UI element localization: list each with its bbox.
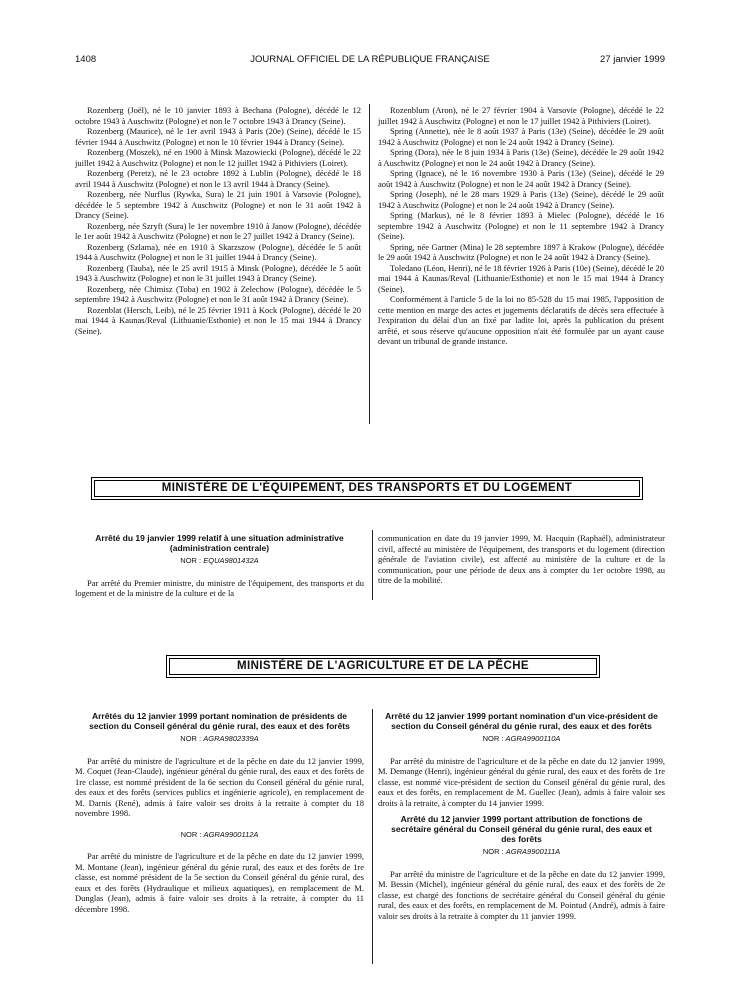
ministry-title: MINISTÈRE DE L'AGRICULTURE ET DE LA PÊCHE	[169, 658, 597, 675]
record-entry: Spring (Dora), née le 8 juin 1934 à Paris (13e) (Seine), décédée le 29 août 1942 à Auschwitz (Pologne) et non le 24 août 1942 à Drancy (Seine).	[378, 147, 664, 168]
record-entry: Spring (Markus), né le 8 février 1893 à Mielec (Pologne), décédé le 16 septembre 1942 à Auschwitz (Pologne) et non le 11 septembre 1942 à Drancy (Seine).	[378, 210, 664, 241]
nor-code: AGRA9900112A	[203, 829, 259, 839]
agriculture-right-column	[378, 711, 665, 921]
arrete-title: Arrêté du 12 janvier 1999 portant nomination d'un vice-président de section du Conseil général du génie rural, des eaux et des forêts	[385, 711, 658, 731]
column-divider	[372, 530, 373, 600]
nor-reference	[378, 847, 665, 858]
record-entry: Rozenberg (Moszek), né en 1900 à Minsk Mazowiecki (Pologne), décédé le 22 juillet 1942 à Auschwitz (Pologne) et non le 12 juillet 1942 à Pithiviers (Loiret).	[75, 147, 361, 168]
nor-label: NOR :	[180, 734, 202, 743]
journal-title: JOURNAL OFFICIEL DE LA RÉPUBLIQUE FRANÇAISE	[250, 54, 490, 65]
ministry-heading-agriculture	[166, 655, 600, 678]
nor-label: NOR :	[482, 847, 504, 856]
nor-label: NOR :	[180, 829, 202, 839]
page-header	[75, 54, 665, 68]
arrete-text: Par arrêté du ministre de l'agriculture et de la pêche en date du 12 janvier 1999, M. Demange (Henri), ingénieur général du génie rural, des eaux et des forêts de 1re classe, est nommé vice-président de section du Conseil général du génie rural, des eaux et des forêts, en remplacement de M. Guellec (Jean), admis à faire valoir ses droits à la retraite, à compter du 14 janvier 1999.	[378, 755, 665, 808]
nor-reference	[75, 734, 364, 745]
arrete-text: Par arrêté du ministre de l'agriculture et de la pêche en date du 12 janvier 1999, M. Coquet (Jean-Claude), ingénieur général du génie rural, des eaux et des forêts de 1re classe, est nommé président de la 6e section du Conseil général du génie rural, des eaux et des forêts (services publics et ingénierie agricole), en remplacement de M. Darnis (René), admis à faire valoir ses droits à la retraite à compter du 18 novembre 1998.	[75, 755, 364, 818]
record-entry: Rozenberg (Tauba), née le 25 avril 1915 à Minsk (Pologne), décédée le 5 août 1943 à Auschwitz (Pologne) et non le 31 juillet 1943 à Drancy (Seine).	[75, 262, 361, 283]
agriculture-left-column	[75, 711, 364, 914]
issue-date: 27 janvier 1999	[600, 54, 665, 65]
record-entry: Rozenberg (Peretz), né le 23 octobre 1892 à Lublin (Pologne), décédé le 18 avril 1944 à Auschwitz (Pologne) et non le 13 avril 1944 à Drancy (Seine).	[75, 168, 361, 189]
column-divider	[372, 709, 373, 964]
records-right-column	[378, 105, 664, 347]
record-entry: Spring (Joseph), né le 28 mars 1929 à Paris (13e) (Seine), décédé le 29 août 1942 à Auschwitz (Pologne) et non le 24 août 1942 à Drancy (Seine).	[378, 189, 664, 210]
nor-label: NOR :	[180, 556, 202, 565]
nor-reference	[75, 830, 364, 841]
arrete-title: Arrêté du 12 janvier 1999 portant attribution de fonctions de secrétaire général du Conseil général du génie rural, des eaux et des forêts	[391, 814, 652, 844]
record-entry: Rozenberg (Szlama), née en 1910 à Skarzszow (Pologne), décédée le 5 août 1944 à Auschwitz (Pologne) et non le 31 juillet 1944 à Drancy (Seine).	[75, 241, 361, 262]
ministry-title: MINISTÈRE DE L'ÉQUIPEMENT, DES TRANSPORTS ET DU LOGEMENT	[94, 480, 640, 497]
arrete-text: Par arrêté du ministre de l'agriculture et de la pêche en date du 12 janvier 1999, M. Bessin (Michel), ingénieur général du génie rural, des eaux et des forêts de 2e classe, est chargé des fonctions de secrétaire général du Conseil général du génie rural, des eaux et des forêts, en remplacement de M. Pointud (André), admis à faire valoir ses droits à la retraite à compter du 11 janvier 1999.	[378, 868, 665, 921]
nor-code: AGRA9802339A	[203, 734, 259, 743]
nor-reference	[75, 556, 364, 567]
record-entry: Rozenberg, née Nurflus (Rywka, Sura) le 21 juin 1901 à Varsovie (Pologne), décédée le 5 septembre 1942 à Auschwitz (Pologne) et non le 31 août 1942 à Drancy (Seine).	[75, 189, 361, 220]
page-number: 1408	[75, 54, 97, 65]
arrete-text: Par arrêté du Premier ministre, du ministre de l'équipement, des transports et du logement et de la ministre de la culture et de la	[75, 577, 364, 598]
record-entry: Rozenberg, née Szryft (Sura) le 1er novembre 1910 à Janow (Pologne), décédée le 1er août 1942 à Auschwitz (Pologne) et non le 27 juillet 1942 à Drancy (Seine).	[75, 220, 361, 241]
nor-label: NOR :	[482, 734, 504, 743]
arrete-title: Arrêté du 19 janvier 1999 relatif à une situation administrative (administration centrale)	[95, 533, 344, 553]
record-entry: Spring, née Gartner (Mina) le 28 septembre 1897 à Krakow (Pologne), décédée le 29 août 1942 à Auschwitz (Pologne) et non le 24 août 1942 à Drancy (Seine).	[378, 241, 664, 262]
arrete-text: Par arrêté du ministre de l'agriculture et de la pêche en date du 12 janvier 1999, M. Montane (Jean), ingénieur général du génie rural, des eaux et des forêts de 1re classe, est nommé président de la 5e section du Conseil général du génie rural, des eaux et des forêts (Hydraulique et milieux aquatiques), en remplacement de M. Dunglas (Jean), admis à faire valoir ses droits à la retraite, à compter du 11 décembre 1998.	[75, 851, 364, 914]
nor-code: AGRA9900110A	[505, 734, 561, 743]
ministry-heading-equipement	[91, 477, 643, 500]
record-entry: Spring (Annette), née le 8 août 1937 à Paris (13e) (Seine), décédée le 29 août 1942 à Auschwitz (Pologne) et non le 24 août 1942 à Drancy (Seine).	[378, 126, 664, 147]
equipement-left-column	[75, 533, 364, 599]
equipement-right-column	[378, 533, 665, 586]
record-entry: Rozenberg (Maurice), né le 1er avril 1943 à Paris (20e) (Seine), décédé le 15 février 1944 à Auschwitz (Pologne) et non le 10 février 1944 à Drancy (Seine).	[75, 126, 361, 147]
records-left-column	[75, 105, 361, 336]
record-entry: Rozenberg (Joël), né le 10 janvier 1893 à Bechana (Pologne), décédé le 12 octobre 1943 à Auschwitz (Pologne) et non le 7 octobre 1943 à Drancy (Seine).	[75, 105, 361, 126]
nor-code: AGRA9900111A	[505, 847, 561, 856]
record-entry: Rozenblum (Aron), né le 27 février 1904 à Varsovie (Pologne), décédé le 22 juillet 1942 à Auschwitz (Pologne) et non le 17 juillet 1942 à Pithiviers (Loiret).	[378, 105, 664, 126]
arrete-title: Arrêtés du 12 janvier 1999 portant nomination de présidents de section du Conseil général du génie rural, des eaux et des forêts	[89, 711, 350, 731]
record-entry: Spring (Ignace), né le 16 novembre 1930 à Paris (13e) (Seine), décédé le 29 août 1942 à Auschwitz (Pologne) et non le 24 août 1942 à Drancy (Seine).	[378, 168, 664, 189]
record-entry: Rozenblat (Hersch, Leib), né le 25 février 1911 à Kock (Pologne), décédé le 20 mai 1944 à Kaunas/Reval (Lithuanie/Esthonie) et non le 15 mai 1944 à Drancy (Seine).	[75, 304, 361, 336]
record-entry: Toledano (Léon, Henri), né le 18 février 1926 à Paris (10e) (Seine), décédé le 20 mai 1944 à Kaunas/Reval (Lithuanie/Esthonie) et non le 15 mai 1944 à Drancy (Seine).	[378, 262, 664, 294]
nor-reference	[378, 734, 665, 745]
nor-code: EQUA9801432A	[203, 556, 259, 565]
record-entry: Rozenberg, née Chimisz (Toba) en 1902 à Zelechow (Pologne), décédée le 5 septembre 1942 à Auschwitz (Pologne) et non le 31 août 1942 à Drancy (Seine).	[75, 283, 361, 304]
closing-paragraph: Conformément à l'article 5 de la loi no 85-528 du 15 mai 1985, l'apposition de cette mention en marge des actes et jugements déclaratifs de décès sera effectuée à l'expiration du délai d'un an fixé par ladite loi, après la publication du présent arrêté, et sous réserve qu'aucune opposition n'ait été formulée par un ayant cause devant un tribunal de grande instance.	[378, 294, 664, 346]
column-divider	[369, 104, 370, 424]
arrete-text-continued: communication en date du 19 janvier 1999, M. Hacquin (Raphaël), administrateur civil, affecté au ministère de l'équipement, des transports et du logement (direction générale de l'aviation civile), est affecté au ministère de la culture et de la communication, pour une période de deux ans à compter du 1er octobre 1998, au titre de la mobilité.	[378, 533, 665, 585]
